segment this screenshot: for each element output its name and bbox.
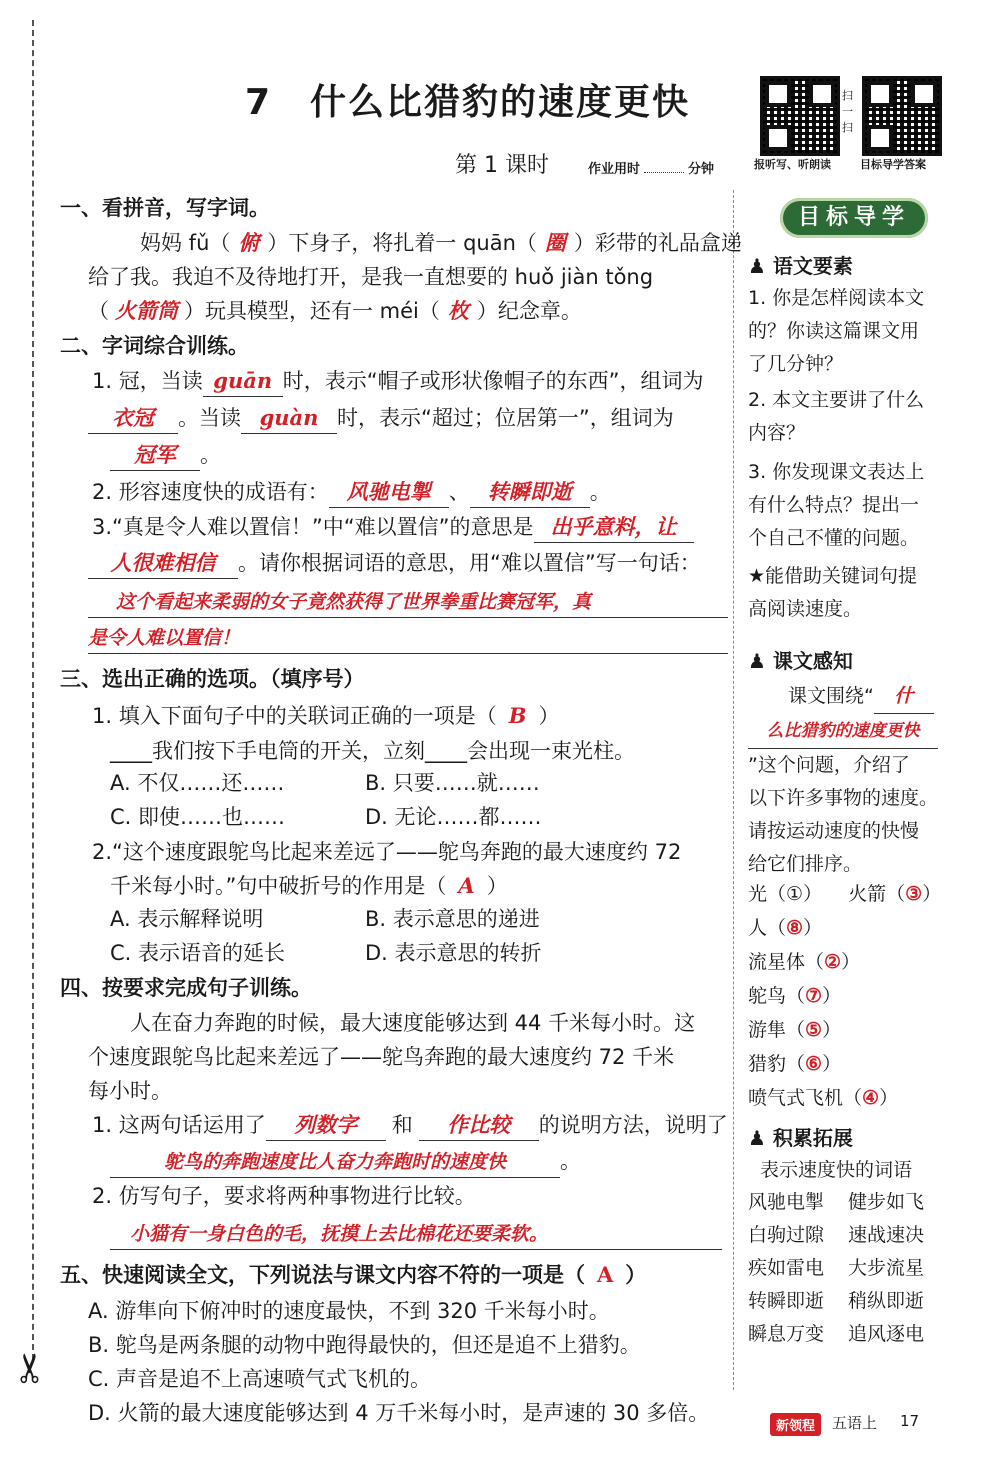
- subject-label: 五语上: [832, 1414, 878, 1432]
- sidebar-goal: ★能借助关键词句提 高阅读速度。: [748, 565, 918, 620]
- s2-q1-line-1: 1. 冠，当读 guān 时，表示“帽子或形状像帽子的东西”，组词为: [92, 366, 703, 397]
- s1-line-2: 给了我。我迫不及待地打开，是我一直想要的 huǒ jiàn tǒng: [88, 265, 654, 289]
- s4-q1: 1. 这两句话运用了 列数字 和 作比较 的说明方法，说明了: [92, 1110, 728, 1141]
- speed-item-rocket: 火箭（③）: [848, 883, 942, 905]
- s3-q1-option-c: C. 即使……也……: [110, 805, 286, 829]
- reader-icon: ♟: [748, 254, 766, 278]
- s3-q2-option-c: C. 表示语音的延长: [110, 941, 286, 965]
- s5-option-d: D. 火箭的最大速度能够达到 4 万千米每小时，是声速的 30 多倍。: [88, 1401, 710, 1425]
- speed-item-human: 人（⑧）: [748, 917, 823, 939]
- section-5-heading: 五、快速阅读全文，下列说法与课文内容不符的一项是（ A ）: [60, 1262, 647, 1287]
- s2-q3-line-1: 3.“真是令人难以置信！”中“难以置信”的意思是 出乎意料，让: [92, 512, 694, 543]
- s3-q1-option-b: B. 只要……就……: [365, 771, 540, 795]
- scan-label: 扫一扫: [842, 89, 853, 134]
- speed-item-falcon: 游隼（⑤）: [748, 1019, 842, 1041]
- s3-q2-option-a: A. 表示解释说明: [110, 907, 264, 931]
- s4-text-1: 人在奋力奔跑的时候，最大速度能够达到 44 千米每小时。这: [130, 1011, 696, 1035]
- s3-q1: 1. 填入下面句子中的关联词正确的一项是（ B ）: [92, 703, 560, 728]
- s2-q1-line-3: 冠军 。: [110, 440, 221, 471]
- s4-q1-answer: 鸵鸟的奔跑速度比人奋力奔跑时的速度快 。: [110, 1146, 581, 1178]
- s3-q2-line-1: 2.“这个速度跟鸵鸟比起来差远了——鸵鸟奔跑的最大速度约 72: [92, 840, 682, 864]
- s3-q2-line-2: 千米每小时。”句中破折号的作用是（ A ）: [110, 873, 508, 898]
- lesson-label: 第 1 课时: [455, 153, 549, 178]
- section-4-heading: 四、按要求完成句子训练。: [60, 976, 312, 1000]
- sidebar-heading-perception: ♟ 课文感知: [748, 649, 853, 673]
- sidebar-heading-expand: ♟ 积累拓展: [748, 1126, 853, 1150]
- s2-q2: 2. 形容速度快的成语有： 风驰电掣 、 转瞬即逝 。: [92, 477, 611, 508]
- speed-item-cheetah: 猎豹（⑥）: [748, 1053, 842, 1075]
- s2-q3-answer-1: 这个看起来柔弱的女子竟然获得了世界拳重比赛冠军，真: [88, 586, 728, 618]
- section-1-heading: 一、看拼音，写字词。: [60, 196, 270, 220]
- qr-code-listening[interactable]: [760, 76, 840, 156]
- s5-option-a: A. 游隼向下俯冲时的速度最快，不到 320 千米每小时。: [88, 1299, 610, 1323]
- qr-code-answers[interactable]: [862, 76, 942, 156]
- sidebar-q1: 1. 你是怎样阅读本文 的？你读这篇课文用 了几分钟？: [748, 287, 925, 375]
- s2-q3-answer-2: 是令人难以置信！: [88, 622, 728, 654]
- cut-line: [32, 20, 34, 1360]
- qr1-caption: 报听写、听朗读: [754, 158, 831, 171]
- s5-option-c: C. 声音是追不上高速喷气式飞机的。: [88, 1367, 432, 1391]
- s3-q2-option-b: B. 表示意思的递进: [365, 907, 540, 931]
- section-2-heading: 二、字词综合训练。: [60, 334, 249, 358]
- s4-text-3: 每小时。: [88, 1079, 172, 1103]
- section-3-heading: 三、选出正确的选项。（填序号）: [60, 667, 365, 691]
- s3-q1-option-a: A. 不仅……还……: [110, 771, 285, 795]
- reader-icon: ♟: [748, 649, 766, 673]
- s3-q1-sentence: ____我们按下手电筒的开关，立刻____会出现一束光柱。: [110, 739, 635, 763]
- sidebar-heading-elements: ♟ 语文要素: [748, 254, 853, 278]
- s5-option-b: B. 鸵鸟是两条腿的动物中跑得最快的，但还是追不上猎豹。: [88, 1333, 641, 1357]
- speed-item-ostrich: 鸵鸟（⑦）: [748, 985, 842, 1007]
- s4-q2: 2. 仿写句子，要求将两种事物进行比较。: [92, 1184, 476, 1208]
- page-number: 17: [900, 1412, 920, 1430]
- scissors-icon: ✂: [7, 1351, 54, 1385]
- qr2-caption: 目标导学答案: [860, 158, 926, 171]
- speed-item-meteor: 流星体（②）: [748, 951, 861, 973]
- s1-line-1: 妈妈 fǔ（ 俯 ）下身子，将扎着一 quān（ 圈 ）彩带的礼品盒递: [140, 230, 742, 255]
- s2-q1-line-2: 衣冠 。当读 guàn 时，表示“超过；位居第一”，组词为: [88, 403, 674, 434]
- speed-item-light: 光（①） 火箭（③）: [748, 883, 942, 905]
- s3-q1-option-d: D. 无论……都……: [365, 805, 542, 829]
- s4-q2-answer: 小猫有一身白色的毛，抚摸上去比棉花还要柔软。: [110, 1218, 722, 1250]
- s2-q3-line-2: 人很难相信 。请你根据词语的意思，用“难以置信”写一句话：: [88, 548, 701, 579]
- speed-item-jet: 喷气式飞机（④）: [748, 1087, 899, 1109]
- sidebar-divider: [733, 190, 734, 1390]
- sidebar-q2: 2. 本文主要讲了什么 内容？: [748, 389, 925, 444]
- target-guide-badge: 目标导学: [780, 198, 928, 238]
- time-label: 作业用时 分钟: [588, 162, 715, 177]
- sidebar-q3: 3. 你发现课文表达上 有什么特点？提出一 个自己不懂的问题。: [748, 461, 925, 549]
- brand-logo: 新领程: [770, 1413, 821, 1436]
- speed-words: 风驰电掣 健步如飞 白驹过隙 速战速决 疾如雷电 大步流星 转瞬即逝 稍纵即逝 瞬息万变 追风逐电: [748, 1191, 925, 1345]
- s1-line-3: （ 火箭筒 ）玩具模型，还有一 méi（ 枚 ）纪念章。: [88, 298, 582, 323]
- s3-q2-option-d: D. 表示意思的转折: [365, 941, 542, 965]
- sidebar-words-subtitle: 表示速度快的词语: [760, 1159, 913, 1181]
- reader-icon: ♟: [748, 1126, 766, 1150]
- page-title: 7 什么比猎豹的速度更快: [245, 82, 691, 123]
- s4-text-2: 个速度跟鸵鸟比起来差远了——鸵鸟奔跑的最大速度约 72 千米: [88, 1045, 675, 1069]
- sidebar-perception: 课文围绕“ 什 么比猎豹的速度更快 ”这个问题，介绍了 以下许多事物的速度。 请按运动速度的快慢 给它们排序。: [748, 680, 938, 881]
- speed-order-list: [748, 877, 941, 1115]
